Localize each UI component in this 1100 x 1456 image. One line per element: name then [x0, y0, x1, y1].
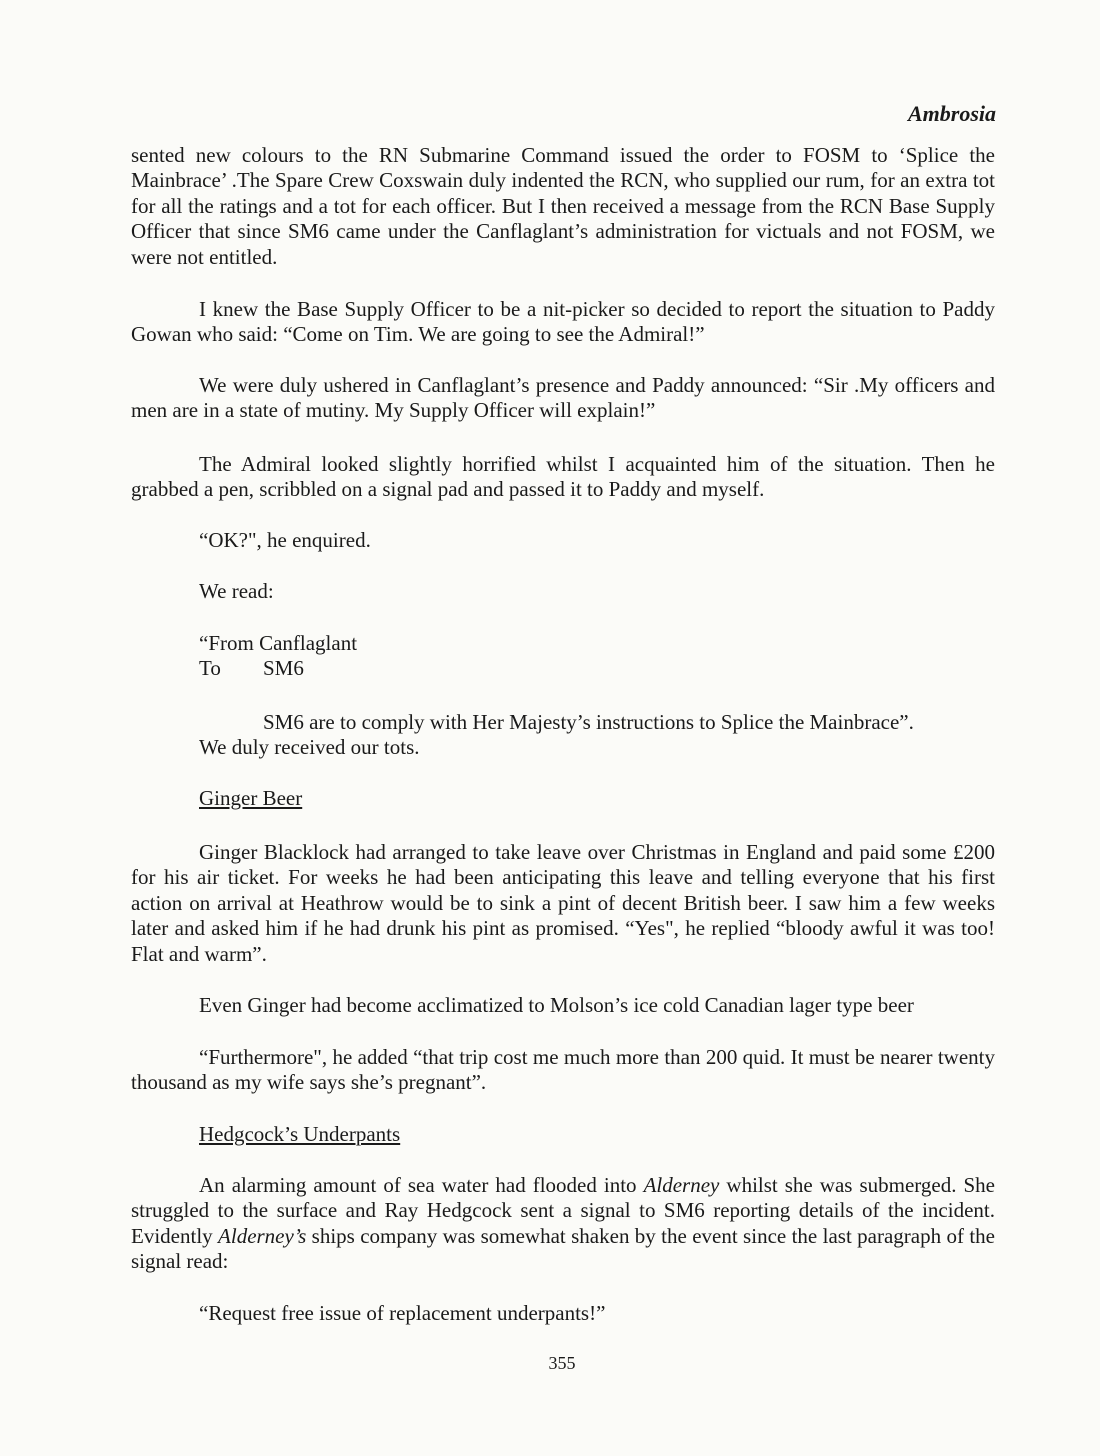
- paragraph-ok-enquired: “OK?", he enquired.: [199, 528, 371, 552]
- paragraph-alderney-text-a: An alarming amount of sea water had flooded into: [199, 1173, 644, 1197]
- section-heading-hedgcocks-underpants: Hedgcock’s Underpants: [199, 1122, 401, 1146]
- paragraph-ushered-in: We were duly ushered in Canflaglant’s presence and Paddy announced: “Sir .My officers and men are in a state of mutiny. My Supply Officer will explain!”: [131, 373, 995, 423]
- paragraph-received-tots: We duly received our tots.: [199, 735, 420, 759]
- paragraph-admiral-horrified: The Admiral looked slightly horrified whilst I acquainted him of the situation. Then he grabbed a pen, scribbled on a signal pad and passed it to Paddy and myself.: [131, 452, 995, 502]
- signal-from-line: “From Canflaglant: [199, 631, 358, 655]
- paragraph-furthermore: “Furthermore", he added “that trip cost me much more than 200 quid. It must be nearer twenty thousand as my wife says she’s pregnant”.: [131, 1045, 995, 1095]
- ship-name-alderneys: Alderney’s: [218, 1223, 307, 1248]
- paragraph-ginger-blacklock: Ginger Blacklock had arranged to take leave over Christmas in England and paid some £200 for his air ticket. For weeks he had been anticipating this leave and telling everyone that his first action on arrival at Heathrow would be to sink a pint of decent British beer. I saw him a few weeks later and asked him if he had drunk his pint as promised. “Yes", he replied “bloody awful it was too! Flat and warm”.: [131, 840, 995, 966]
- paragraph-we-read: We read:: [199, 579, 274, 603]
- signal-to-value: SM6: [263, 656, 304, 680]
- signal-body: SM6 are to comply with Her Majesty’s instructions to Splice the Mainbrace”.: [263, 710, 914, 734]
- paragraph-rum-order: sented new colours to the RN Submarine Command issued the order to FOSM to ‘Splice the Mainbrace’ .The Spare Crew Coxswain duly indented the RCN, who supplied our rum, for an extra tot for all the ratings and a tot for each officer. But I then received a message from the RCN Base Supply Officer that since SM6 came under the Canflaglant’s administration for victuals and not FOSM, we were not entitled.: [131, 143, 995, 269]
- paragraph-alderney-text-b: whilst she was submerged. She struggled to the surface and Ray Hedgcock sent a signal to SM6 reporting details of the incident. Evidently: [131, 1173, 995, 1248]
- signal-to-label: To: [199, 656, 221, 680]
- page-number: 355: [548, 1353, 576, 1373]
- running-header-title: Ambrosia: [907, 101, 996, 126]
- signal-to-line: [199, 656, 304, 681]
- paragraph-base-supply-officer: I knew the Base Supply Officer to be a nit-picker so decided to report the situation to Paddy Gowan who said: “Come on Tim. We are going to see the Admiral!”: [131, 297, 995, 347]
- ship-name-alderney: Alderney: [643, 1173, 720, 1197]
- paragraph-alderney-text-c: ships company was somewhat shaken by the event since the last paragraph of the signal read:: [131, 1223, 995, 1274]
- paragraph-alderney-flooded: [131, 1173, 995, 1275]
- section-heading-ginger-beer: Ginger Beer: [199, 786, 303, 810]
- paragraph-acclimatized: Even Ginger had become acclimatized to Molson’s ice cold Canadian lager type beer: [199, 993, 914, 1017]
- paragraph-request-underpants: “Request free issue of replacement underpants!”: [199, 1301, 606, 1325]
